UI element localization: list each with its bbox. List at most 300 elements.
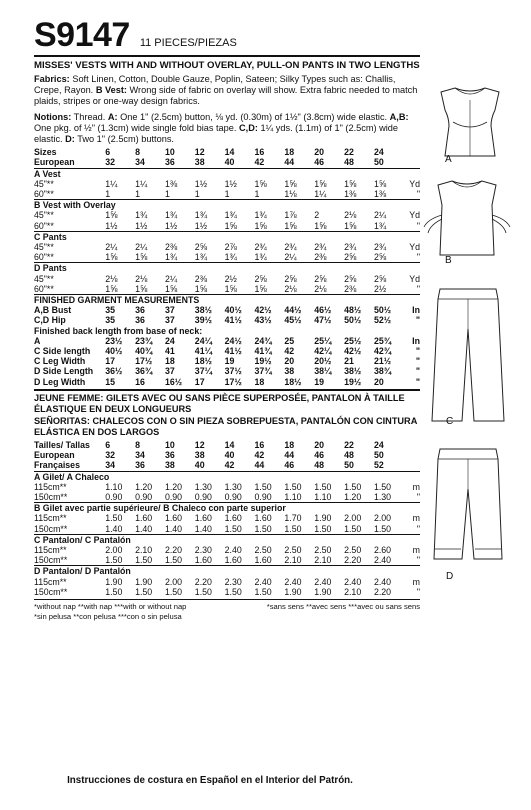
table-cell: 1.10 — [314, 491, 332, 502]
row-label: Françaises — [34, 460, 80, 471]
table-cell: 1.50 — [373, 481, 392, 492]
table-cell: 1.10 — [105, 481, 123, 492]
table-cell: 46 — [314, 450, 325, 461]
table-cell: 38¼ — [314, 366, 332, 377]
table-cell: 1¾ — [164, 252, 178, 263]
table-cell: 1⅝ — [135, 252, 148, 263]
table-cell: 42 — [284, 346, 295, 357]
row-label: 60"** — [34, 189, 54, 200]
yardage-table-metric — [34, 440, 420, 597]
table-cell: 2⅜ — [314, 252, 327, 263]
table-cell: 1.40 — [105, 523, 123, 534]
table-cell: 1.50 — [254, 481, 272, 492]
row-label: Sizes — [34, 147, 57, 158]
row-label: A Vest — [34, 168, 420, 179]
unit-cell: " — [415, 366, 420, 377]
row-label: B Gilet avec partie supérieure/ B Chaleco con parte superior — [34, 503, 420, 514]
table-cell: 18 — [284, 439, 295, 450]
table-cell: 2⅝ — [194, 242, 208, 253]
table-cell: 1.90 — [314, 513, 332, 524]
table-cell: 48½ — [344, 305, 362, 316]
table-cell: 19 — [224, 356, 235, 367]
section-title — [34, 231, 420, 242]
table-row — [34, 284, 420, 295]
table-cell: 41¼ — [194, 346, 212, 357]
table-cell: 8 — [135, 147, 140, 158]
table-cell: 2.10 — [135, 544, 153, 555]
table-row — [34, 274, 420, 284]
unit-cell: In — [412, 335, 420, 346]
table-cell: 2⅞ — [224, 242, 237, 253]
table-cell: 36 — [135, 460, 145, 471]
figure-b-vest-overlay — [420, 175, 515, 265]
unit-cell: m — [412, 513, 420, 524]
table-cell: 2⅛ — [135, 273, 148, 284]
row-label: 45"** — [34, 210, 54, 221]
table-cell: 42¾ — [373, 346, 392, 357]
table-cell: 1.50 — [373, 523, 392, 534]
table-cell: 1⅝ — [314, 178, 327, 189]
table-cell: 0.90 — [135, 491, 153, 502]
table-cell: 1⅜ — [344, 189, 357, 200]
fabrics-paragraph: Fabrics: Soft Linen, Cotton, Double Gauze, Poplin, Sateen; Silky Types such as: Challis, Crepe, Rayon. B Vest: Wrong side of fabric on overlay will show. Extra fabric needed to match plaids, stripes or one-way design fabrics. — [34, 74, 418, 107]
table-cell: 17 — [105, 356, 116, 367]
table-cell: 42 — [224, 460, 235, 471]
table-cell: 1¾ — [194, 210, 208, 221]
table-cell: 2.00 — [105, 544, 123, 555]
row-label: B Vest with Overlay — [34, 200, 420, 211]
table-cell: 37¾ — [254, 366, 272, 377]
table-cell: 1 — [254, 189, 260, 200]
back-length-title — [34, 326, 420, 336]
nap-note-french: *sans sens **avec sens ***avec ou sans sens — [266, 601, 420, 611]
figure-a-label: A — [445, 154, 452, 165]
table-cell: 2¾ — [284, 242, 297, 253]
row-label: European — [34, 450, 75, 461]
table-cell: 2½ — [373, 283, 387, 294]
table-cell: 36½ — [105, 366, 123, 377]
unit-cell: " — [416, 555, 420, 566]
table-cell: 50½ — [373, 305, 392, 316]
pattern-envelope-back — [34, 18, 420, 621]
table-cell: 24 — [373, 439, 384, 450]
table-cell: 34 — [105, 460, 116, 471]
nap-note-english: *without nap **with nap ***with or without nap — [34, 601, 187, 611]
table-cell: 1⅝ — [105, 210, 118, 221]
table-cell: 2.60 — [373, 544, 392, 555]
table-cell: 2.30 — [224, 576, 242, 587]
table-row — [34, 366, 420, 376]
table-cell: 14 — [224, 439, 235, 450]
table-cell: 0.90 — [254, 491, 272, 502]
table-cell: 38½ — [194, 305, 212, 316]
section-title — [34, 534, 420, 545]
table-cell: 40¾ — [135, 346, 153, 357]
table-cell: 37 — [164, 315, 175, 326]
table-cell: 1⅝ — [373, 178, 387, 189]
row-label: 150cm** — [34, 555, 68, 566]
table-cell: 15 — [105, 376, 116, 387]
unit-cell: Yd — [409, 178, 420, 189]
pattern-code: S9147 — [34, 16, 130, 54]
finished-title — [34, 295, 420, 306]
figure-d-label: D — [446, 571, 454, 582]
table-cell: 38½ — [344, 366, 362, 377]
table-cell: 1.50 — [164, 586, 183, 597]
table-cell: 18 — [164, 356, 175, 367]
table-row — [34, 315, 420, 325]
table-row — [34, 179, 420, 189]
table-cell: 1⅝ — [135, 283, 148, 294]
unit-cell: " — [415, 376, 420, 387]
table-cell: 6 — [105, 147, 111, 158]
table-cell: 1.90 — [284, 586, 302, 597]
european-sizes-row — [34, 450, 420, 460]
table-cell: 18 — [254, 376, 265, 387]
table-cell: 42½ — [254, 305, 272, 316]
title-english: MISSES' VESTS WITH AND WITHOUT OVERLAY, PULL-ON PANTS IN TWO LENGTHS — [34, 60, 420, 71]
table-cell: 37 — [164, 366, 175, 377]
table-cell: 2.20 — [373, 586, 392, 597]
table-cell: 50 — [344, 460, 354, 471]
table-cell: 2⅝ — [314, 273, 327, 284]
row-label: 60"** — [34, 220, 54, 231]
table-cell: 18 — [284, 147, 295, 158]
table-cell: 1.50 — [254, 586, 272, 597]
table-cell: 1⅝ — [105, 252, 118, 263]
table-cell: 1⅝ — [224, 283, 237, 294]
footer-note: Instrucciones de costura en Español en el Interior del Patrón. — [67, 775, 353, 786]
table-cell: 19½ — [254, 356, 272, 367]
table-cell: 45½ — [284, 315, 302, 326]
row-label: 150cm** — [34, 491, 68, 502]
row-label: 115cm** — [34, 544, 67, 555]
sizes-row — [34, 147, 420, 157]
table-cell: 50½ — [344, 315, 362, 326]
unit-cell: In — [412, 305, 420, 316]
table-cell: 44 — [284, 450, 295, 461]
row-label: European — [34, 157, 75, 168]
table-cell: 6 — [105, 439, 111, 450]
table-cell: 2⅜ — [194, 273, 208, 284]
table-cell: 2¾ — [373, 242, 387, 253]
table-cell: 1.60 — [194, 555, 212, 566]
table-cell: 2⅜ — [344, 283, 357, 294]
table-cell: 35 — [105, 305, 116, 316]
table-cell: 2.50 — [344, 544, 362, 555]
row-label: A Gilet/ A Chaleco — [34, 471, 420, 482]
section-title — [34, 168, 420, 179]
table-cell: 1.90 — [314, 586, 332, 597]
table-cell: 48 — [314, 460, 325, 471]
table-cell: 2.10 — [314, 555, 332, 566]
table-cell: 1⅝ — [284, 178, 297, 189]
row-label: 45"** — [34, 273, 54, 284]
table-cell: 1.50 — [314, 481, 332, 492]
table-cell: 2.50 — [254, 544, 272, 555]
figure-d-pants — [428, 445, 508, 565]
table-cell: 20 — [373, 376, 384, 387]
row-label: FINISHED GARMENT MEASUREMENTS — [34, 295, 420, 306]
table-cell: 16 — [254, 147, 265, 158]
table-cell: 18½ — [194, 356, 212, 367]
table-cell: 14 — [224, 147, 235, 158]
table-cell: 2¾ — [314, 242, 327, 253]
table-cell: 17 — [194, 376, 205, 387]
row-label: 60"** — [34, 283, 54, 294]
row-label: A,B Bust — [34, 305, 72, 316]
european-sizes-row — [34, 157, 420, 168]
table-cell: 50 — [373, 450, 384, 461]
table-cell: 1.50 — [105, 555, 123, 566]
table-cell: 2.50 — [314, 544, 332, 555]
table-cell: 38 — [284, 366, 295, 377]
table-cell: 1¾ — [194, 252, 208, 263]
table-cell: 1 — [224, 189, 230, 200]
table-cell: 1 — [135, 189, 140, 200]
unit-cell — [404, 460, 420, 471]
table-row — [34, 221, 420, 232]
unit-cell — [404, 450, 420, 460]
table-cell: 19 — [314, 376, 325, 387]
table-cell: 35 — [105, 315, 116, 326]
table-row — [34, 252, 420, 263]
table-cell: 17½ — [135, 356, 153, 367]
table-row — [34, 336, 420, 346]
table-cell: 2⅛ — [314, 283, 327, 294]
table-cell: 1.50 — [105, 586, 123, 597]
table-cell: 20½ — [314, 356, 332, 367]
table-cell: 52 — [373, 460, 384, 471]
table-cell: 2.40 — [344, 576, 362, 587]
table-cell: 42½ — [344, 346, 362, 357]
table-cell: 1½ — [164, 220, 178, 231]
table-cell: 2.40 — [373, 555, 392, 566]
table-cell: 25¼ — [314, 335, 332, 346]
table-cell: 1¼ — [105, 178, 118, 189]
table-cell: 42 — [254, 157, 265, 168]
table-row — [34, 377, 420, 387]
table-cell: 0.90 — [194, 491, 212, 502]
title-french: JEUNE FEMME: GILETS AVEC OU SANS PIÈCE SUPERPOSÉE, PANTALON À TAILLE ÉLASTIQUE EN DEUX LONGUEURS — [34, 392, 405, 414]
table-cell: 32 — [105, 450, 116, 461]
table-cell: 2.10 — [344, 586, 362, 597]
table-cell: 2.40 — [373, 576, 392, 587]
table-row — [34, 555, 420, 566]
table-cell: 47½ — [314, 315, 332, 326]
table-row — [34, 242, 420, 252]
nap-notes — [34, 602, 420, 621]
table-cell: 0.90 — [164, 491, 183, 502]
table-cell: 36 — [164, 157, 175, 168]
table-cell: 22 — [344, 147, 354, 158]
table-cell: 38 — [194, 157, 205, 168]
section-title — [34, 471, 420, 482]
table-cell: 16 — [254, 439, 265, 450]
table-cell: 2.40 — [314, 576, 332, 587]
table-cell: 40 — [194, 460, 205, 471]
table-cell: 1.90 — [105, 576, 123, 587]
table-cell: 8 — [135, 439, 140, 450]
table-cell: 2.30 — [194, 544, 212, 555]
table-cell: 1¼ — [135, 178, 148, 189]
table-cell: 41½ — [224, 346, 242, 357]
table-cell: 1.90 — [135, 576, 153, 587]
row-label: C,D Hip — [34, 315, 66, 326]
table-cell: 1⅝ — [254, 283, 267, 294]
table-cell: 46½ — [314, 305, 332, 316]
table-cell: 16½ — [164, 376, 183, 387]
table-row — [34, 346, 420, 356]
table-cell: 1½ — [194, 178, 208, 189]
table-cell: 1.60 — [164, 513, 183, 524]
unit-cell — [404, 147, 420, 157]
table-cell: 17½ — [224, 376, 242, 387]
section-title — [34, 566, 420, 577]
table-cell: 1⅞ — [284, 210, 297, 221]
table-cell: 2¼ — [284, 252, 297, 263]
table-cell: 0.90 — [224, 491, 242, 502]
table-cell: 1½ — [105, 220, 118, 231]
table-cell: 1⅝ — [224, 220, 237, 231]
table-row — [34, 482, 420, 492]
table-cell: 2.40 — [284, 576, 302, 587]
figure-b-label: B — [445, 255, 452, 266]
table-cell: 1.20 — [344, 491, 362, 502]
table-cell: 1¾ — [224, 210, 237, 221]
table-cell: 1⅝ — [254, 178, 267, 189]
table-cell: 36 — [135, 315, 145, 326]
table-cell: 20 — [314, 147, 325, 158]
table-cell: 1.30 — [373, 491, 392, 502]
table-cell: 2⅛ — [344, 210, 357, 221]
table-cell: 2¾ — [254, 242, 267, 253]
table-cell: 2¾ — [344, 242, 357, 253]
unit-cell: " — [416, 252, 420, 263]
unit-cell: " — [416, 189, 420, 200]
title-spanish: SEÑORITAS: CHALECOS CON O SIN PIEZA SOBREPUESTA, PANTALÓN CON CINTURA ELÁSTICA EN DOS LARGOS — [34, 415, 417, 437]
table-row — [34, 513, 420, 523]
table-cell: 24¾ — [254, 335, 272, 346]
table-cell: 52½ — [373, 315, 392, 326]
table-row — [34, 189, 420, 200]
row-label: D Pants — [34, 263, 420, 274]
table-cell: 42 — [254, 450, 265, 461]
table-cell: 1⅝ — [105, 283, 118, 294]
row-label: C Pantalon/ C Pantalón — [34, 534, 420, 545]
table-row — [34, 587, 420, 597]
table-row — [34, 545, 420, 555]
unit-cell — [404, 157, 420, 168]
section-title — [34, 263, 420, 274]
unit-cell: " — [416, 523, 420, 534]
yardage-table-english — [34, 147, 420, 387]
table-cell: 1.40 — [164, 523, 183, 534]
table-cell: 1⅝ — [194, 283, 208, 294]
table-cell: 2⅝ — [373, 252, 387, 263]
table-cell: 23½ — [105, 335, 123, 346]
table-cell: 1 — [105, 189, 111, 200]
table-cell: 20 — [314, 439, 325, 450]
table-cell: 25½ — [344, 335, 362, 346]
table-cell: 1.60 — [224, 513, 242, 524]
table-cell: 1.50 — [284, 481, 302, 492]
nap-note-spanish: *sin pelusa **con pelusa ***con o sin pelusa — [34, 611, 182, 621]
table-cell: 1 — [164, 189, 170, 200]
table-cell: 38 — [164, 460, 175, 471]
unit-cell: Yd — [409, 273, 420, 284]
table-cell: 0.90 — [105, 491, 123, 502]
row-label: 150cm** — [34, 586, 68, 597]
table-cell: 36 — [135, 305, 145, 316]
header — [34, 18, 420, 52]
table-cell: 40½ — [105, 346, 123, 357]
table-cell: 1.50 — [344, 481, 362, 492]
figure-c-pants — [428, 285, 508, 425]
table-cell: 1.50 — [224, 586, 242, 597]
table-cell: 1¾ — [224, 252, 237, 263]
table-cell: 1.60 — [194, 513, 212, 524]
table-cell: 1⅜ — [373, 189, 387, 200]
table-cell: 37½ — [224, 366, 242, 377]
table-cell: 2.20 — [344, 555, 362, 566]
table-cell: 1.40 — [194, 523, 212, 534]
table-cell: 2⅝ — [254, 273, 267, 284]
table-cell: 2.50 — [284, 544, 302, 555]
table-cell: 2.00 — [164, 576, 183, 587]
table-cell: 1.20 — [135, 481, 153, 492]
row-label: D Pantalon/ D Pantalón — [34, 566, 420, 577]
table-cell: 1.50 — [344, 523, 362, 534]
table-cell: 1.50 — [224, 523, 242, 534]
table-cell: 48 — [344, 157, 354, 168]
table-cell: 1⅜ — [164, 178, 178, 189]
table-cell: 1⅝ — [314, 220, 327, 231]
table-cell: 38¾ — [373, 366, 392, 377]
french-sizes-row — [34, 460, 420, 471]
row-label: A — [34, 335, 41, 346]
section-title — [34, 200, 420, 211]
table-row — [34, 524, 420, 535]
table-cell: 44 — [254, 460, 265, 471]
table-cell: 21 — [344, 356, 354, 367]
table-cell: 2.40 — [224, 544, 242, 555]
table-cell: 2.20 — [164, 544, 183, 555]
table-cell: 46 — [314, 157, 325, 168]
table-cell: 25¾ — [373, 335, 392, 346]
table-cell: 1.50 — [254, 523, 272, 534]
table-cell: 19½ — [344, 376, 362, 387]
table-cell: 46 — [284, 460, 295, 471]
notions-paragraph: Notions: Thread. A: One 1" (2.5cm) button, ⅛ yd. (0.30m) of 1½" (3.8cm) wide elastic. A,B: One pkg. of ½" (1.3cm) wide single fold bias tape. C,D: 1¼ yds. (1.1m) of 1" (2.5cm) wide elastic. D: Two 1" (2.5cm) buttons. — [34, 111, 409, 145]
table-cell: 22 — [344, 439, 354, 450]
table-cell: 2¼ — [373, 210, 387, 221]
table-cell: 1¾ — [164, 210, 178, 221]
table-cell: 1 — [194, 189, 200, 200]
table-cell: 1¾ — [254, 252, 267, 263]
table-cell: 1.50 — [105, 513, 123, 524]
table-cell: 1¼ — [314, 189, 327, 200]
table-cell: 50 — [373, 157, 384, 168]
table-cell: 21½ — [373, 356, 392, 367]
table-cell: 37¼ — [194, 366, 212, 377]
table-cell: 36¾ — [135, 366, 153, 377]
table-cell: 12 — [194, 439, 205, 450]
table-cell: 10 — [164, 147, 175, 158]
table-cell: 2.10 — [284, 555, 302, 566]
unit-cell: Yd — [409, 210, 420, 221]
table-cell: 12 — [194, 147, 205, 158]
